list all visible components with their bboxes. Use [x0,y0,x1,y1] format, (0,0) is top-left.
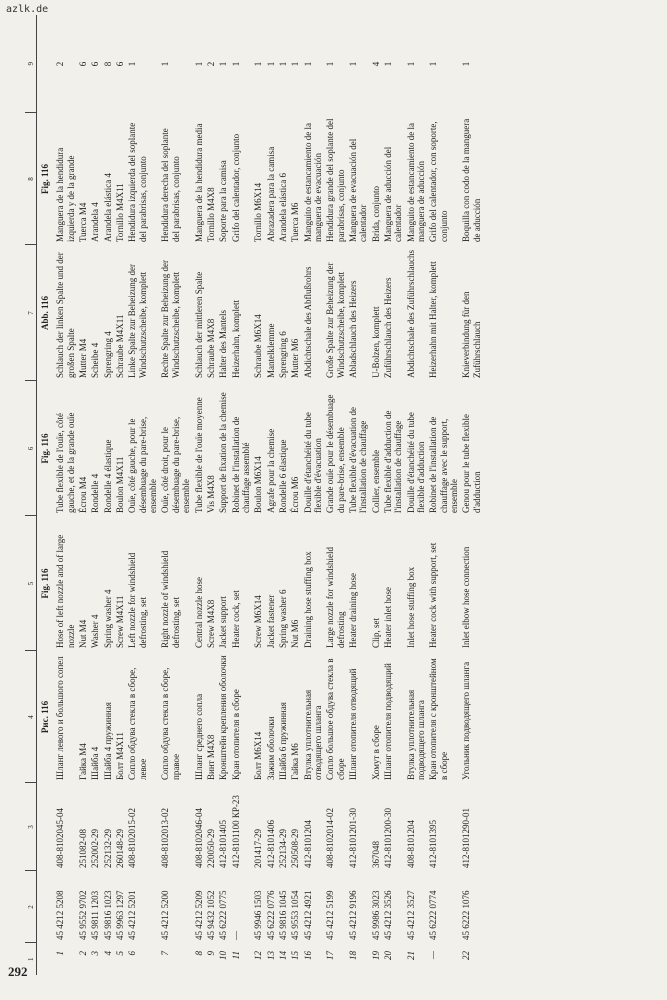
name-ru: Втулка уплотнительная отводящего шланга [302,689,323,780]
name-de: Schraube M4X11 [115,314,126,378]
name-ru: Кран отопителя в сборе [230,689,241,780]
quantity: 6 [78,61,89,67]
name-fr: Écrou M6 [290,476,301,513]
table-row [89,15,101,975]
name-ru: Кронштейн крепления оболочки [218,655,229,780]
name-de: Schlauch der mittleren Spalte [193,271,204,378]
name-es: Tornillo M4X8 [205,187,216,242]
name-es: Hendidura grande del soplante del parabrisas, conjunto [325,118,346,242]
item-number: 7 [160,951,171,956]
name-es: Hendidura izquierda del soplante del parabrisas, conjunto [127,122,148,242]
name-de: Große Spalte zur Beheizung der Windschutzscheibe, komplett [325,262,346,378]
name-fr: Douille d'étanchéité du tube flexible d'adduction [405,412,427,513]
item-number: 15 [290,951,301,960]
name-fr: Rondelle 4 élastique [102,439,113,513]
quantity: 1 [160,61,171,67]
name-en: Large nozzle for windshield defrosting [325,546,346,648]
name-de: Sprengring 4 [102,331,113,378]
item-number: 18 [347,951,358,960]
name-es: Manguera de la hendidura media [193,123,204,242]
part-number: 220050-29 [205,829,216,868]
name-de: Knieverbindung für den Zuführschlauch [461,291,482,378]
name-ru: Кран отопителя с кронштейном в сборе [428,658,449,780]
name-es: Brida, conjunto [370,186,381,242]
name-de: Heizerhahn mit Halter, komplett [428,261,439,378]
table-row [382,15,405,975]
name-ru: Шланг отопителя отводящий [347,668,358,780]
item-number: 21 [405,951,416,960]
part-number: 412-8101200-30 [383,808,394,868]
part-number: 412-8101100 КР-23 [230,795,241,868]
name-fr: Tube flexible de l'ouïe moyenne [193,397,204,513]
part-number: 367048 [370,841,381,868]
name-es: Manguito de estancamiento de la manguera de evacuación [302,123,323,242]
name-fr: Support de fixation de la chemise [218,392,229,513]
name-es: Grifo del calentador, con soporte, conjunto [428,121,449,242]
name-es: Arandela 4 [90,202,101,242]
part-number: 408-8101204 [405,820,416,868]
name-ru: Винт М4Х8 [205,734,216,780]
part-number: 201417-29 [253,829,264,868]
name-fr: Tube flexible d'évacuation de l'installation de chauffage [347,406,369,513]
name-es: Abrazadera para la camisa [265,146,276,242]
quantity: 1 [461,61,472,67]
column-number-row [25,15,37,975]
item-number: 16 [302,951,313,960]
name-ru: Шланг среднего сопла [193,693,204,780]
quantity: 1 [218,61,229,67]
name-fr: Écrou M4 [78,476,89,513]
part-number: 252002-29 [90,829,101,868]
item-number: 6 [127,951,138,956]
name-fr: Vis M4X8 [205,475,216,513]
catalog-number: 45 4212 5199 [325,890,336,940]
catalog-number: 45 9816 1023 [102,890,113,940]
name-en: Screw M4X11 [115,595,126,648]
quantity: 1 [230,61,241,67]
part-number: 408-8102014-02 [325,808,336,868]
name-de: Mutter M4 [78,338,89,378]
name-es: Arandela elástica 4 [102,173,113,242]
name-fr: Boulon M4X11 [115,456,126,513]
item-number: 1 [55,951,66,956]
table-row [289,15,301,975]
name-en: Spring washer 6 [277,589,288,648]
name-de: Scheibe 4 [90,342,101,378]
name-en: Jacket fastener [265,594,276,648]
part-number: 412-8101395 [428,820,439,868]
table-row [324,15,347,975]
table-row [405,15,428,975]
name-de: Linke Spalte zur Beheizung der Windschutzscheibe, komplett [127,264,148,378]
part-number: 252134-29 [277,829,288,868]
table-row [54,15,77,975]
name-ru: Шайба 4 пружинная [102,702,113,780]
parts-table-rotated [25,15,653,975]
name-de: Mantelklemme [265,323,276,378]
header-en: Fig. 116 [40,568,51,599]
name-de: Sprengring 6 [277,331,288,378]
part-number: 408-8102046-04 [193,808,204,868]
column-number: 2 [25,871,37,943]
name-de: Mutter M6 [290,338,301,378]
table-row [126,15,159,975]
table-row [302,15,325,975]
name-de: U-Bolzen, komplett [370,306,381,378]
catalog-number: 45 9963 1297 [115,890,126,940]
header-es: Fig. 116 [40,164,51,195]
name-ru: Болт М6Х14 [253,731,264,780]
column-number: 4 [25,651,37,783]
name-fr: Agrafe pour la chemise [265,428,276,513]
table-row [114,15,126,975]
table-row [347,15,370,975]
name-ru: Хомут в сборе [370,725,381,780]
quantity: 6 [115,61,126,67]
item-number: — [428,951,439,960]
catalog-number: 45 6222 0776 [265,890,276,940]
table-row [102,15,114,975]
name-en: Inlet hose stuffing box [405,566,416,648]
name-es: Boquilla con codo de la manguera de aducción [461,118,482,242]
catalog-number: 45 4212 9196 [347,890,358,940]
catalog-number: 45 9816 1045 [277,890,288,940]
item-number: 5 [115,951,126,956]
part-number: 412-8101290-01 [461,808,472,868]
part-number: 408-8102013-02 [160,808,171,868]
quantity: 1 [428,61,439,67]
quantity: 1 [325,61,336,67]
catalog-number: 45 4212 3527 [405,890,416,940]
name-es: Tuerca M4 [78,202,89,242]
quantity: 2 [205,61,216,67]
catalog-number: 45 9552 9702 [78,890,89,940]
column-number: 8 [25,113,37,245]
catalog-number: 45 9811 1203 [90,890,101,940]
name-en: Nut M6 [290,619,301,648]
item-number: 11 [230,951,241,960]
parts-table-body [54,15,483,975]
item-number: 10 [218,951,229,960]
name-ru: Шланг левого и большого сопел [55,656,66,780]
catalog-number: 45 4212 5208 [55,890,66,940]
column-number: 6 [25,381,37,516]
name-en: Central nozzle hose [193,577,204,648]
header-de: Abb. 116 [40,296,51,331]
name-ru: Шланг отопителя подводящий [383,663,394,780]
column-number: 7 [25,245,37,381]
name-ru: Зажим оболочки [265,716,276,780]
quantity: 1 [277,61,288,67]
catalog-number: 45 9432 1052 [205,890,216,940]
item-number: 20 [383,951,394,960]
column-number: 9 [25,15,37,113]
quantity: 1 [383,61,394,67]
catalog-number: 45 6222 0774 [428,890,439,940]
quantity: 1 [290,61,301,67]
catalog-number: 45 4212 5201 [127,890,138,940]
name-ru: Болт М4Х11 [115,732,126,780]
figure-header-row [37,15,55,975]
name-ru: Гайка М4 [78,743,89,780]
name-es: Tuerca M6 [290,202,301,242]
quantity: 2 [55,61,66,67]
name-ru: Сопло обдува стекла в сборе, правое [160,667,181,780]
parts-table [25,15,483,975]
catalog-number: — [230,931,241,940]
name-ru: Гайка М6 [290,743,301,780]
name-fr: Robinet de l'installation de chauffage avec le support, ensemble [428,416,460,513]
name-fr: Rondelle 4 [90,473,101,513]
quantity: 1 [405,61,416,67]
name-de: Abladschlauch des Heizers [347,280,358,378]
name-de: Schraube M6X14 [253,314,264,378]
part-number: 412-8101201-30 [347,808,358,868]
name-en: Hose of left nozzle and of large nozzle [55,534,76,648]
item-number: 2 [78,951,89,956]
name-es: Manguera de aducción del calentador [383,146,404,242]
name-en: Heater inlet hose [383,587,394,648]
header-ru: Рис. 116 [40,700,51,734]
name-de: Heizerhahn, komplett [230,300,241,378]
name-de: Abdichtschale des Abflußrohrs [302,266,313,378]
table-row [230,15,253,975]
page-number: 292 [8,964,28,979]
name-fr: Ouïe, côté gauche, pour le désembuage du pare-brise, ensemble [127,416,159,513]
table-row [370,15,382,975]
name-fr: Ouïe, côté droit, pour le désembuage du pare-brise, ensemble [160,416,192,513]
name-ru: Сопло большое обдува стекла в сборе [325,658,346,780]
name-fr: Douille d'étanchéité du tube flexible d'évacuation [302,412,323,513]
name-fr: Grande ouïe pour le désembuage du pare-brise, ensemble [325,394,346,513]
item-number: 13 [265,951,276,960]
table-row [265,15,277,975]
item-number: 14 [277,951,288,960]
item-number: 19 [370,951,381,960]
catalog-number: 45 6222 0775 [218,890,229,940]
part-number: 260148-29 [115,829,126,868]
catalog-number: 45 9946 1503 [253,890,264,940]
quantity: 4 [370,61,381,67]
name-fr: Genou pour le tube flexible d'adduction [461,414,482,513]
item-number: 12 [253,951,264,960]
name-en: Left nozzle for windshield defrosting, set [127,552,148,648]
name-en: Heater draining hose [347,573,358,648]
catalog-number: 45 4212 3526 [383,890,394,940]
table-row [277,15,289,975]
catalog-number: 45 4212 5209 [193,890,204,940]
catalog-number: 45 4212 5200 [160,890,171,940]
name-en: Jacket support [218,596,229,648]
part-number: 412-8101204 [302,820,313,868]
table-row [460,15,483,975]
name-en: Clip, set [370,617,381,648]
name-de: Halter des Mantels [218,310,229,378]
quantity: 1 [127,61,138,67]
name-de: Schraube M4X8 [205,318,216,378]
name-de: Abdichtschale des Zuführschlauchs [405,250,416,378]
name-ru: Шайба 4 [90,746,101,780]
name-en: Heater cock, set [230,590,241,648]
name-ru: Шайба 6 пружинная [277,702,288,780]
catalog-number: 45 6222 1076 [461,890,472,940]
catalog-number: 45 9553 1054 [290,890,301,940]
part-number: 412-8101405 [218,820,229,868]
name-de: Rechte Spalte zur Beheizung der Windschutzscheibe, komplett [160,260,181,378]
name-es: Soporte para la camisa [218,160,229,242]
name-ru: Втулка уплотнительная подводящего шланга [405,689,427,780]
name-en: Heater cock with support, set [428,542,439,648]
name-es: Hendidura derecha del soplante del parabrisas, conjunto [160,128,181,242]
name-en: Screw M4X8 [205,599,216,648]
name-de: Zuführschlauch des Heizers [383,277,394,378]
name-es: Manguito de estancamiento de la manguera de aducción [405,123,427,242]
name-es: Tornillo M4X11 [115,183,126,242]
quantity: 1 [347,61,358,67]
name-en: Nut M4 [78,619,89,648]
catalog-number: 45 9986 3023 [370,890,381,940]
item-number: 3 [90,951,101,956]
name-fr: Rondelle 6 élastique [277,439,288,513]
table-row [205,15,217,975]
name-en: Draining hose stuffing box [302,551,313,648]
name-es: Manguera de evacuación del calentador [347,138,369,242]
quantity: 6 [90,61,101,67]
table-row [77,15,89,975]
part-number: 412-8101406 [265,820,276,868]
part-number: 250508-29 [290,829,301,868]
table-row [252,15,264,975]
item-number: 8 [193,951,204,956]
name-es: Grifo del calentador, conjunto [230,133,241,242]
watermark: azlk.de [6,4,49,15]
column-number: 3 [25,783,37,871]
quantity: 8 [102,61,113,67]
name-fr: Robinet de l'installation de chauffage assemblé [230,416,251,513]
name-en: Washer 4 [90,614,101,648]
name-es: Arandela elástica 6 [277,173,288,242]
name-ru: Угольник подводящего шланга [461,661,472,780]
name-de: Schlauch der linken Spalte und der großen Spalte [55,252,76,378]
quantity: 1 [193,61,204,67]
name-en: Inlet elbow hose connection [461,546,472,648]
item-number: 22 [461,951,472,960]
part-number: 251082-08 [78,829,89,868]
column-number: 1 [25,943,37,975]
item-number: 17 [325,951,336,960]
quantity: 1 [302,61,313,67]
name-fr: Boulon M6X14 [253,456,264,513]
part-number: 408-8102015-02 [127,808,138,868]
name-fr: Tube flexible de l'ouïe, côté gauche, et de la grande ouïe [55,412,76,513]
quantity: 1 [265,61,276,67]
item-number: 9 [205,951,216,956]
part-number: 252132-29 [102,829,113,868]
table-row [159,15,192,975]
name-en: Spring washer 4 [102,589,113,648]
column-number: 5 [25,516,37,651]
catalog-number: 45 4212 4921 [302,890,313,940]
table-row [193,15,205,975]
name-en: Screw M6X14 [253,595,264,648]
header-fr: Fig. 116 [40,433,51,464]
table-row [217,15,229,975]
name-fr: Tube flexible d'adduction de l'installation de chauffage [383,410,404,513]
table-row [427,15,460,975]
part-number: 408-8102045-04 [55,808,66,868]
quantity: 1 [253,61,264,67]
name-fr: Collier, ensemble [370,449,381,513]
name-es: Manguera de la hendidura izquierda y de la grande [55,147,76,242]
name-es: Tornillo M6X14 [253,182,264,242]
name-ru: Сопло обдува стекла в сборе, левое [127,667,148,780]
name-en: Right nozzle of windshield defrosting, set [160,550,181,648]
item-number: 4 [102,951,113,956]
